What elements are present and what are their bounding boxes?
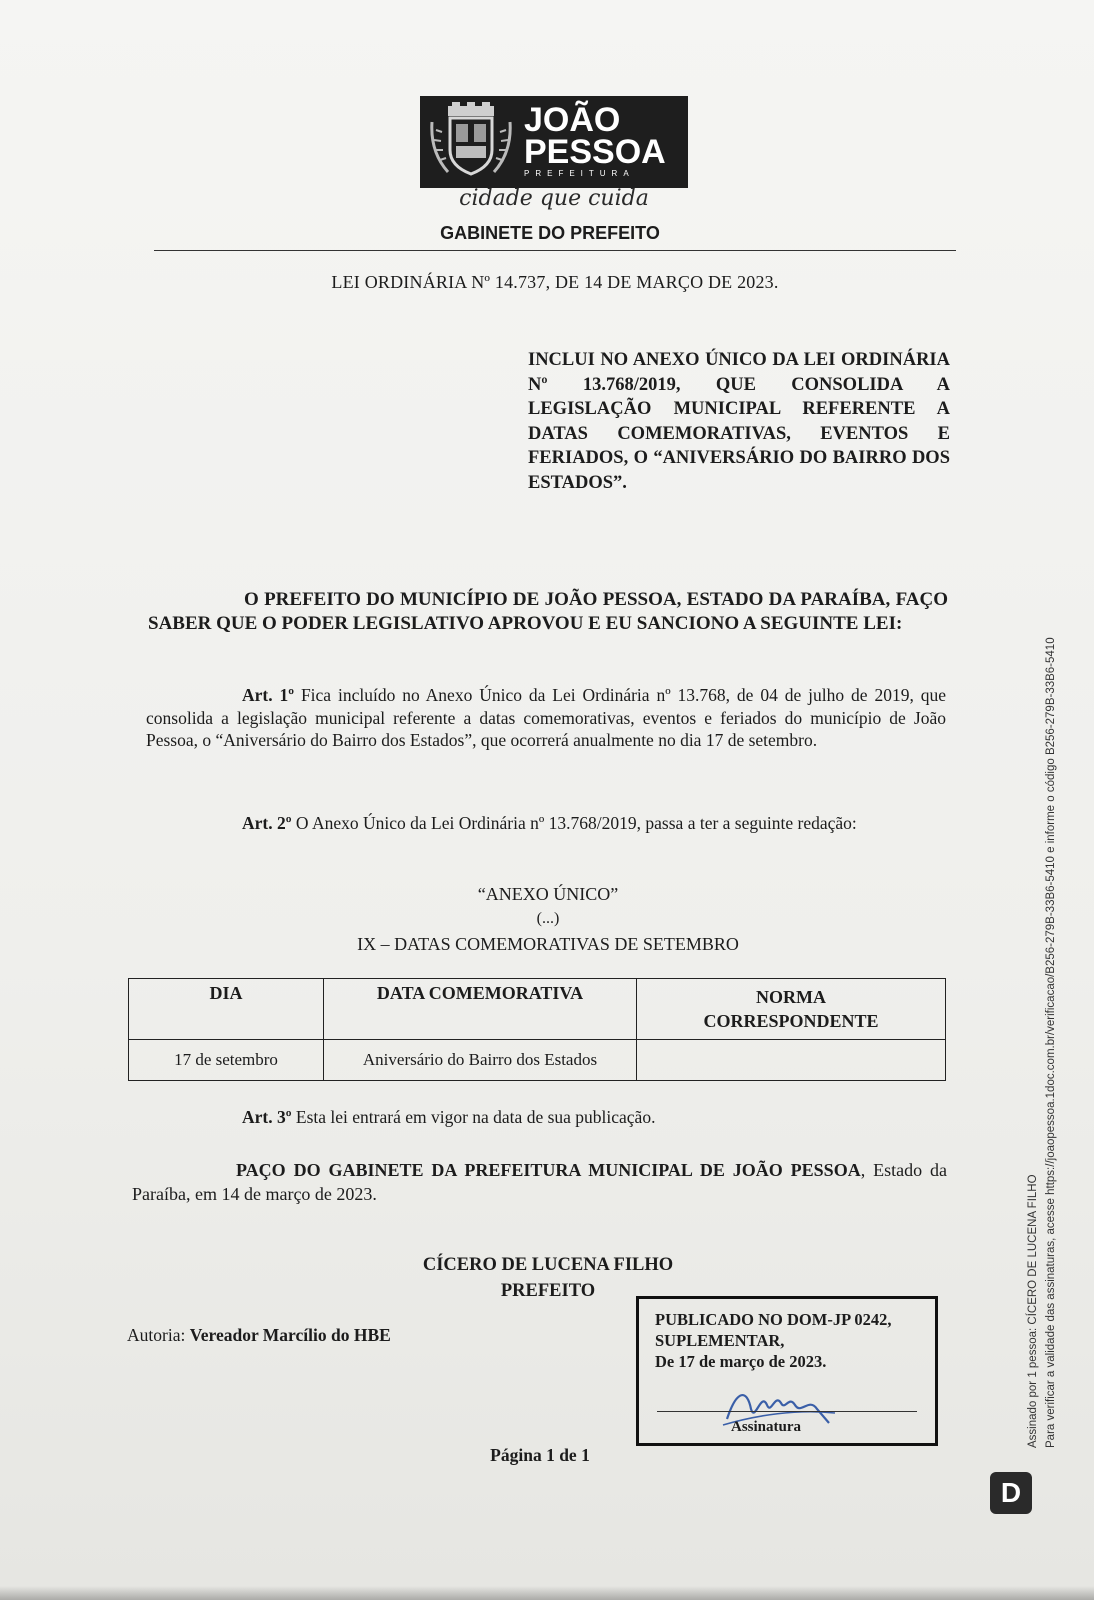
publication-stamp <box>636 1296 938 1446</box>
article-3-text: Esta lei entrará em vigor na data de sua publicação. <box>291 1107 656 1127</box>
authorship <box>127 1325 391 1346</box>
authorship-name: Vereador Marcílio do HBE <box>189 1325 391 1345</box>
annex-table <box>128 978 946 1081</box>
signatory-name: CÍCERO DE LUCENA FILHO <box>422 1255 674 1275</box>
page-edge-shadow <box>0 1586 1094 1600</box>
preamble-text: O PREFEITO DO MUNICÍPIO DE JOÃO PESSOA, ESTADO DA PARAÍBA, FAÇO SABER QUE O PODER LEGISLATIVO APROVOU E EU SANCIONO A SEGUINTE LEI: <box>148 589 948 634</box>
article-1 <box>146 684 946 752</box>
stamp-line-2: SUPLEMENTAR, <box>655 1331 785 1350</box>
prefeitura-logo <box>420 96 688 188</box>
article-3-label: Art. 3º <box>242 1107 292 1127</box>
article-2-label: Art. 2º <box>242 813 292 833</box>
article-3 <box>146 1106 946 1129</box>
closing-paragraph <box>132 1158 947 1206</box>
table-row <box>129 1040 946 1081</box>
logo-text-line1: JOÃO <box>524 101 621 139</box>
preamble <box>148 588 948 636</box>
annex-title: “ANEXO ÚNICO” <box>477 884 619 904</box>
logo-text-line3: PREFEITURA <box>524 169 635 178</box>
verification-line-2: Para verificar a validade das assinaturas, acesse https://joaopessoa.1doc.com.br/verificacao/B256-279B-33B6-5410 e informe o código B256-279B-33B6-5410 <box>1045 637 1057 1448</box>
article-1-label: Art. 1º <box>242 685 295 705</box>
city-crest-icon <box>428 102 514 182</box>
table-cell: 17 de setembro <box>129 1040 324 1081</box>
law-summary: INCLUI NO ANEXO ÚNICO DA LEI ORDINÁRIA Nº 13.768/2019, QUE CONSOLIDA A LEGISLAÇÃO MUNICIPAL REFERENTE A DATAS COMEMORATIVAS, EVENTOS E FERIADOS, O “ANIVERSÁRIO DO BAIRRO DOS ESTADOS”. <box>528 350 950 493</box>
1doc-logo-icon: D <box>990 1472 1032 1514</box>
stamp-line-3: De 17 de março de 2023. <box>655 1352 827 1371</box>
table-cell: Aniversário do Bairro dos Estados <box>324 1040 637 1081</box>
article-2 <box>146 812 946 835</box>
annex-section: IX – DATAS COMEMORATIVAS DE SETEMBRO <box>357 934 739 954</box>
authorship-label: Autoria: <box>127 1325 186 1345</box>
table-cell <box>637 1040 946 1081</box>
signatory-role: PREFEITO <box>500 1281 596 1301</box>
header-divider <box>154 250 956 251</box>
department-heading: GABINETE DO PREFEITO <box>440 223 660 243</box>
logo-text-line2: PESSOA <box>524 133 666 171</box>
column-header: DIA <box>129 979 324 1040</box>
column-header <box>637 979 946 1040</box>
law-title: LEI ORDINÁRIA Nº 14.737, DE 14 DE MARÇO DE 2023. <box>331 272 779 292</box>
signature-line <box>657 1411 917 1412</box>
closing-bold: PAÇO DO GABINETE DA PREFEITURA MUNICIPAL DE JOÃO PESSOA <box>236 1160 861 1180</box>
signature-label: Assinatura <box>731 1419 802 1435</box>
article-1-text: Fica incluído no Anexo Único da Lei Ordinária nº 13.768, de 04 de julho de 2019, que consolida a legislação municipal referente a datas comemorativas, eventos e feriados do município de João Pessoa, o “Aniversário do Bairro dos Estados”, que ocorrerá anualmente no dia 17 de setembro. <box>146 685 946 750</box>
stamp-line-1: PUBLICADO NO DOM-JP 0242, <box>655 1310 892 1329</box>
verification-line-1: Assinado por 1 pessoa: CÍCERO DE LUCENA FILHO <box>1027 1174 1039 1448</box>
column-header: DATA COMEMORATIVA <box>324 979 637 1040</box>
column-header-text: NORMA CORRESPONDENTE <box>703 987 879 1031</box>
closing-rest: , Estado da Paraíba, em 14 de março de 2023. <box>132 1160 948 1204</box>
city-slogan: cidade que cuida <box>459 186 649 211</box>
article-2-text: O Anexo Único da Lei Ordinária nº 13.768/2019, passa a ter a seguinte redação: <box>291 813 857 833</box>
annex-ellipsis: (...) <box>536 910 560 927</box>
table-header-row <box>129 979 946 1040</box>
page-number: Página 1 de 1 <box>490 1445 590 1465</box>
verification-text <box>1024 637 1060 1448</box>
